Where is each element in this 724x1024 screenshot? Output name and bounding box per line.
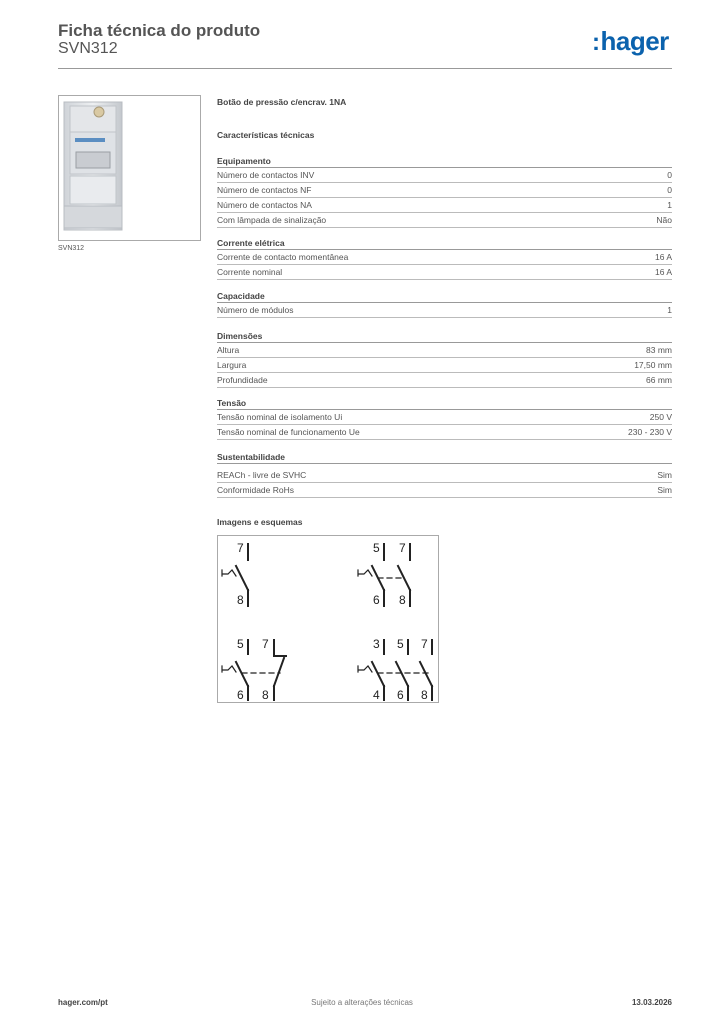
section-title: Dimensões xyxy=(217,330,672,343)
hager-logo[interactable] xyxy=(592,26,669,57)
row-value: 17,50 mm xyxy=(634,360,672,370)
row-label: Conformidade RoHs xyxy=(217,485,295,495)
product-code: SVN312 xyxy=(58,40,118,57)
terminal-label: 7 xyxy=(237,541,244,555)
table-row xyxy=(217,265,672,280)
terminal-label: 4 xyxy=(373,688,380,702)
row-value: 0 xyxy=(667,170,672,180)
row-label: Corrente nominal xyxy=(217,267,283,277)
logo-prefix: : xyxy=(592,29,600,56)
section-equipamento xyxy=(217,155,672,228)
table-row xyxy=(217,198,672,213)
terminal-label: 6 xyxy=(397,688,404,702)
row-label: Profundidade xyxy=(217,375,268,385)
row-value: Sim xyxy=(657,485,672,495)
table-row xyxy=(217,468,672,483)
table-row xyxy=(217,343,672,358)
images-section-title: Imagens e esquemas xyxy=(217,517,303,527)
logo-text: hager xyxy=(600,26,669,56)
table-row xyxy=(217,425,672,440)
row-value: 16 A xyxy=(654,267,672,277)
row-value: 83 mm xyxy=(646,345,672,355)
terminal-label: 7 xyxy=(421,637,428,651)
section-title: Capacidade xyxy=(217,290,672,303)
row-value: 230 - 230 V xyxy=(628,427,672,437)
terminal-label: 7 xyxy=(399,541,406,555)
row-label: Altura xyxy=(217,345,240,355)
table-row xyxy=(217,483,672,498)
row-label: Número de contactos NF xyxy=(217,185,312,195)
section-dimensoes xyxy=(217,330,672,388)
terminal-label: 6 xyxy=(237,688,244,702)
table-row xyxy=(217,213,672,228)
row-label: Número de contactos NA xyxy=(217,200,312,210)
footer-website-link[interactable]: hager.com/pt xyxy=(58,998,108,1007)
product-name: Botão de pressão c/encrav. 1NA xyxy=(217,97,347,107)
product-image xyxy=(58,95,201,241)
section-sustentabilidade xyxy=(217,451,672,498)
table-row xyxy=(217,168,672,183)
section-tensao xyxy=(217,397,672,440)
terminal-label: 8 xyxy=(262,688,269,702)
row-label: Tensão nominal de isolamento Ui xyxy=(217,412,343,422)
product-image-caption: SVN312 xyxy=(58,245,85,252)
row-value: 1 xyxy=(667,305,672,315)
table-row xyxy=(217,358,672,373)
terminal-label: 8 xyxy=(421,688,428,702)
table-row xyxy=(217,373,672,388)
terminal-label: 3 xyxy=(373,637,380,651)
row-label: REACh - livre de SVHC xyxy=(217,470,307,480)
row-label: Número de contactos INV xyxy=(217,170,315,180)
terminal-label: 7 xyxy=(262,637,269,651)
row-value: 66 mm xyxy=(646,375,672,385)
row-value: 0 xyxy=(667,185,672,195)
technical-characteristics-title: Características técnicas xyxy=(217,130,315,140)
row-label: Com lâmpada de sinalização xyxy=(217,215,327,225)
footer-disclaimer: Sujeito a alterações técnicas xyxy=(311,998,413,1007)
terminal-label: 6 xyxy=(373,593,380,607)
terminal-label: 5 xyxy=(397,637,404,651)
row-value: 16 A xyxy=(654,252,672,262)
section-title: Tensão xyxy=(217,397,672,410)
section-title: Corrente elétrica xyxy=(217,237,672,250)
terminal-label: 8 xyxy=(237,593,244,607)
page-title: Ficha técnica do produto xyxy=(58,21,261,40)
section-title: Sustentabilidade xyxy=(217,451,672,464)
row-value: 250 V xyxy=(649,412,672,422)
table-row xyxy=(217,183,672,198)
row-value: 1 xyxy=(667,200,672,210)
row-label: Número de módulos xyxy=(217,305,294,315)
section-title: Equipamento xyxy=(217,155,672,168)
row-value: Não xyxy=(656,215,672,225)
table-row xyxy=(217,303,672,318)
header-divider xyxy=(58,68,672,69)
row-value: Sim xyxy=(657,470,672,480)
row-label: Largura xyxy=(217,360,247,370)
terminal-label: 8 xyxy=(399,593,406,607)
section-capacidade xyxy=(217,290,672,318)
section-corrente-eletrica xyxy=(217,237,672,280)
row-label: Tensão nominal de funcionamento Ue xyxy=(217,427,360,437)
table-row xyxy=(217,410,672,425)
terminal-label: 5 xyxy=(237,637,244,651)
footer-date: 13.03.2026 xyxy=(631,998,672,1007)
wiring-diagram xyxy=(217,535,439,703)
table-row xyxy=(217,250,672,265)
row-label: Corrente de contacto momentânea xyxy=(217,252,349,262)
terminal-label: 5 xyxy=(373,541,380,555)
